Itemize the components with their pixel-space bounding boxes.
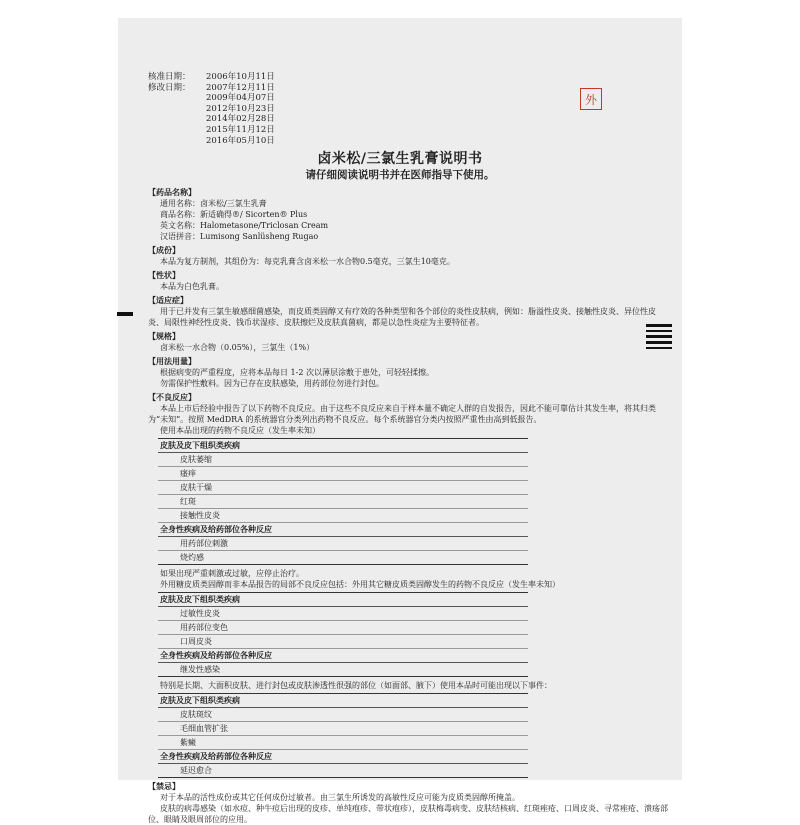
contra-line: 对于本品的活性成份或其它任何成份过敏者。由三氯生所诱发的高敏性反应可能为皮质类固醇所掩盖。 (160, 793, 520, 802)
adverse-table-1 (158, 438, 528, 565)
section-heading-usage: 【用法用量】 (148, 356, 196, 366)
table2-caption: 外用糖皮质类固醇而非本品报告的局部不良反应包括：外用其它糖皮质类固醇发生的药物不良反应（发生率未知） (160, 580, 560, 589)
date-row (148, 72, 275, 83)
date-value: 2006年10月11日 (206, 72, 275, 82)
date-row (148, 93, 275, 104)
date-label (148, 104, 206, 115)
date-label (148, 93, 206, 104)
table-row: 紫癜 (158, 736, 528, 750)
table-header: 全身性疾病及给药部位各种反应 (158, 523, 528, 537)
usage-line: 根据病变的严重程度，应将本品每日 1-2 次以薄层涂敷于患处，可轻轻揉擦。 (160, 368, 434, 377)
date-value: 2009年04月07日 (206, 93, 275, 104)
table1-caption: 使用本品出现的药物不良反应（发生率未知） (160, 426, 320, 435)
section-heading-name: 【药品名称】 (148, 187, 196, 197)
table-row: 皮肤干燥 (158, 481, 528, 495)
table-row: 瘙痒 (158, 467, 528, 481)
date-value: 2012年10月23日 (206, 103, 275, 114)
table-row: 毛细血管扩张 (158, 722, 528, 736)
table-header: 皮肤及皮下组织类疾病 (158, 439, 528, 453)
adverse-note: 如果出现严重刺激或过敏，应停止治疗。 (160, 569, 304, 578)
date-row (148, 114, 275, 125)
adverse-intro: 本品上市后经验中报告了以下药物不良反应。由于这些不良反应来自于样本量不确定人群的自发报告，因此不能可靠估计其发生率，将其归类为“未知”。按照 MedDRA 的系统器官分类列出药物不良反应。每个系统器官分类内按照严重性由高到低报告。 (148, 404, 656, 424)
name-line: 商品名称：新适确得®/ Sicorten® Plus (160, 210, 308, 219)
table-header: 皮肤及皮下组织类疾病 (158, 593, 528, 607)
table-row: 用药部位变色 (158, 621, 528, 635)
name-line: 汉语拼音：Lumisong Sanlüsheng Rugao (160, 232, 319, 241)
usage-line: 勿需保护性敷料。因为已存在皮肤感染，用药部位勿进行封包。 (160, 379, 384, 388)
date-value: 2007年12月11日 (206, 82, 275, 93)
section-heading-composition: 【成份】 (148, 245, 180, 255)
section-heading-contraindications: 【禁忌】 (148, 781, 180, 791)
date-value: 2015年11月12日 (206, 124, 275, 135)
table-row: 红斑 (158, 495, 528, 509)
date-value: 2016年05月10日 (206, 135, 275, 146)
date-row (148, 104, 275, 115)
external-use-stamp: 外 (580, 88, 602, 110)
table-row: 接触性皮炎 (158, 509, 528, 523)
table-row: 皮肤斑纹 (158, 708, 528, 722)
appearance-text: 本品为白色乳膏。 (160, 282, 224, 291)
name-line: 英文名称：Halometasone/Triclosan Cream (160, 221, 329, 230)
document-subtitle: 请仔细阅读说明书并在医师指导下使用。 (305, 169, 495, 181)
composition-text: 本品为复方制剂，其组份为：每克乳膏含卤米松一水合物0.5毫克，三氯生10毫克。 (160, 257, 455, 266)
date-label: 修改日期： (148, 82, 191, 93)
table-header: 全身性疾病及给药部位各种反应 (158, 649, 528, 663)
name-line: 通用名称：卤米松/三氯生乳膏 (160, 199, 267, 208)
table-header: 皮肤及皮下组织类疾病 (158, 694, 528, 708)
table-row: 过敏性皮炎 (158, 607, 528, 621)
leaflet-body (148, 184, 668, 825)
table-row: 口周皮炎 (158, 635, 528, 649)
contra-line: 皮肤的病毒感染（如水痘、种牛痘后出现的皮疹、单纯疱疹、带状疱疹），皮肤梅毒病变、皮肤结核病、红斑痤疮、口周皮炎、寻常痤疮、溃疡部位、眼睛及眼周部位的应用。 (148, 804, 668, 824)
date-label: 核准日期： (148, 72, 191, 82)
table3-caption: 特别是长期、大面积皮肤、进行封包或皮肤渗透性很强的部位（如面部、腋下）使用本品时可能出现以下事件： (160, 681, 552, 690)
section-heading-appearance: 【性状】 (148, 270, 180, 280)
adverse-table-2 (158, 592, 528, 677)
table-row: 用药部位刺激 (158, 537, 528, 551)
date-row (148, 125, 275, 136)
table-row: 烧灼感 (180, 553, 204, 562)
edge-mark (117, 312, 133, 316)
section-heading-adverse: 【不良反应】 (148, 392, 196, 402)
table-row: 皮肤萎缩 (158, 453, 528, 467)
section-heading-indications: 【适应症】 (148, 295, 188, 305)
table-row: 继发性感染 (180, 665, 220, 674)
date-label (148, 125, 206, 136)
date-label (148, 114, 206, 125)
revision-dates (148, 72, 275, 146)
spec-text: 卤米松一水合物（0.05%），三氯生（1%） (160, 343, 315, 352)
date-label (148, 136, 206, 147)
date-row (148, 83, 275, 94)
date-value: 2014年02月28日 (206, 114, 275, 125)
table-row: 延迟愈合 (180, 766, 212, 775)
table-header: 全身性疾病及给药部位各种反应 (158, 750, 528, 764)
indications-text: 用于已并发有三氯生敏感细菌感染，而皮质类固醇又有疗效的各种类型和各个部位的炎性皮肤病，例如：脂溢性皮炎、接触性皮炎、异位性皮炎、局限性神经性皮炎、钱币状湿疹、皮肤擦烂及皮肤真菌病，都是以急性炎症为主要特征者。 (148, 307, 656, 327)
adverse-table-3 (158, 693, 528, 778)
section-heading-spec: 【规格】 (148, 331, 180, 341)
document-title: 卤米松/三氯生乳膏说明书 (317, 151, 483, 167)
date-row (148, 136, 275, 147)
